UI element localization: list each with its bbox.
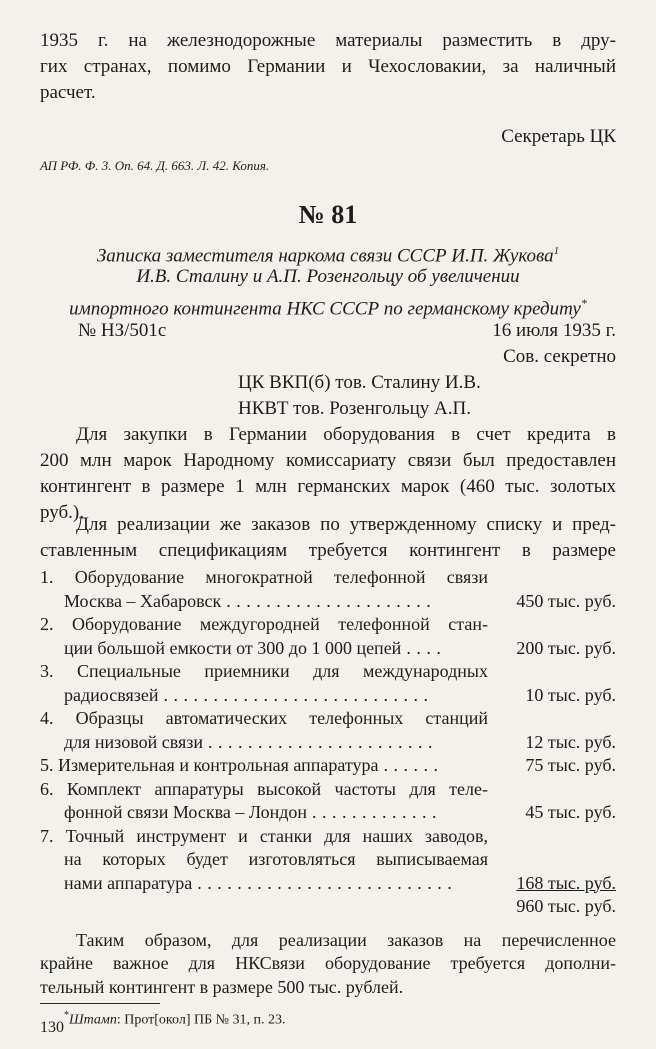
leader-dots: . . . . . . . . . . . . . . . . . . . . . . . bbox=[202, 731, 433, 752]
document-number: № 81 bbox=[298, 200, 358, 229]
document-date: 16 июля 1935 г. bbox=[492, 320, 616, 341]
signature: Секретарь ЦК bbox=[501, 126, 616, 147]
list-item-text: нами аппаратура bbox=[64, 872, 193, 893]
registration-number: № НЗ/501с bbox=[78, 320, 167, 341]
leader-dots: . . . . . . . . . . . . . bbox=[307, 802, 438, 822]
list-item-line bbox=[64, 872, 452, 896]
list-item-line bbox=[64, 637, 441, 661]
item-amount: 450 тыс. руб. bbox=[516, 590, 616, 611]
leader-dots: . . . . . . . . . . . . . . . . . . . . . bbox=[221, 590, 432, 611]
list-item-line bbox=[64, 801, 437, 825]
list-item-text: для низовой связи bbox=[64, 731, 203, 752]
footnote-ref: 1 bbox=[553, 245, 560, 257]
body-line: тельный контингент в размере 500 тыс. рублей. bbox=[40, 976, 404, 997]
list-item-text: Москва – Хабаровск bbox=[64, 590, 222, 611]
body-line: 200 млн марок Народному комиссариату связи был предоставлен bbox=[40, 450, 616, 471]
leader-dots: . . . . . . bbox=[378, 755, 439, 775]
list-item-line: 6. Комплект аппаратуры высокой частоты для теле- bbox=[40, 778, 488, 799]
document-title-line: И.В. Сталину и А.П. Розенгольцу об увеличении bbox=[136, 266, 520, 287]
footnote-rule bbox=[40, 1003, 160, 1004]
body-line: Таким образом, для реализации заказов на перечисленное bbox=[76, 929, 616, 950]
item-amount: 168 тыс. руб. bbox=[516, 872, 616, 893]
body-line: ставленным спецификациям требуется контингент в размере bbox=[40, 540, 616, 561]
secrecy-stamp: Сов. секретно bbox=[503, 346, 616, 367]
item-amount: 75 тыс. руб. bbox=[525, 755, 616, 775]
body-line: крайне важное для НКСвязи оборудование требуется дополни- bbox=[40, 953, 616, 973]
list-item-text: радиосвязей bbox=[64, 684, 159, 705]
footnote-label: Штамп bbox=[69, 1012, 117, 1028]
leader-dots: . . . . bbox=[401, 637, 442, 658]
archive-reference: АП РФ. Ф. 3. Оп. 64. Д. 663. Л. 42. Копия. bbox=[40, 158, 270, 173]
body-line: контингент в размере 1 млн германских марок (460 тыс. золотых bbox=[40, 476, 616, 497]
list-item-text: 5. Измерительная и контрольная аппаратура bbox=[40, 755, 379, 775]
top-para-line: расчет. bbox=[40, 82, 96, 103]
body-line: Для закупки в Германии оборудования в счет кредита в bbox=[76, 424, 616, 445]
addressee: ЦК ВКП(б) тов. Сталину И.В. bbox=[238, 372, 481, 393]
footnote-text: : Прот[окол] ПБ № 31, п. 23. bbox=[116, 1012, 286, 1028]
title-text: Записка заместителя наркома связи СССР И.П. Жукова bbox=[96, 245, 554, 267]
list-item-line: 7. Точный инструмент и станки для наших заводов, bbox=[40, 825, 488, 846]
list-item-line bbox=[64, 590, 431, 614]
footnote bbox=[64, 1007, 285, 1030]
page-number: 130 bbox=[40, 1019, 64, 1036]
title-text: импортного контингента НКС СССР по германскому кредиту bbox=[69, 298, 581, 320]
item-amount: 200 тыс. руб. bbox=[516, 637, 616, 658]
list-item-text: ции большой емкости от 300 до 1 000 цепей bbox=[64, 637, 402, 658]
body-line: Для реализации же заказов по утвержденному списку и пред- bbox=[76, 514, 616, 535]
list-item-text: фонной связи Москва – Лондон bbox=[64, 802, 308, 822]
list-item-line: 3. Специальные приемники для международных bbox=[40, 661, 488, 681]
list-item-line bbox=[64, 731, 433, 755]
footnote-mark: * bbox=[64, 1010, 69, 1021]
list-item-line bbox=[64, 684, 429, 708]
list-item-line: на которых будет изготовляться выписываемая bbox=[64, 849, 488, 869]
item-amount: 10 тыс. руб. bbox=[525, 684, 616, 705]
addressee: НКВТ тов. Розенгольцу А.П. bbox=[238, 398, 471, 419]
item-amount: 45 тыс. руб. bbox=[525, 802, 616, 822]
list-item-line: 1. Оборудование многократной телефонной связи bbox=[40, 567, 488, 587]
item-amount: 12 тыс. руб. bbox=[525, 731, 616, 752]
leader-dots: . . . . . . . . . . . . . . . . . . . . . . . . . . bbox=[192, 872, 453, 893]
top-para-line: гих странах, помимо Германии и Чехословакии, за наличный bbox=[40, 56, 616, 77]
top-para-line: 1935 г. на железнодорожные материалы разместить в дру- bbox=[40, 30, 616, 51]
list-item-line: 4. Образцы автоматических телефонных станций bbox=[40, 708, 488, 728]
list-item-line bbox=[40, 754, 439, 778]
body-line: руб.). bbox=[40, 502, 84, 523]
list-item-line: 2. Оборудование междугородней телефонной стан- bbox=[40, 614, 488, 634]
footnote-ref: * bbox=[580, 296, 587, 310]
leader-dots: . . . . . . . . . . . . . . . . . . . . . . . . . . . bbox=[158, 684, 429, 705]
total-amount: 960 тыс. руб. bbox=[516, 896, 616, 916]
